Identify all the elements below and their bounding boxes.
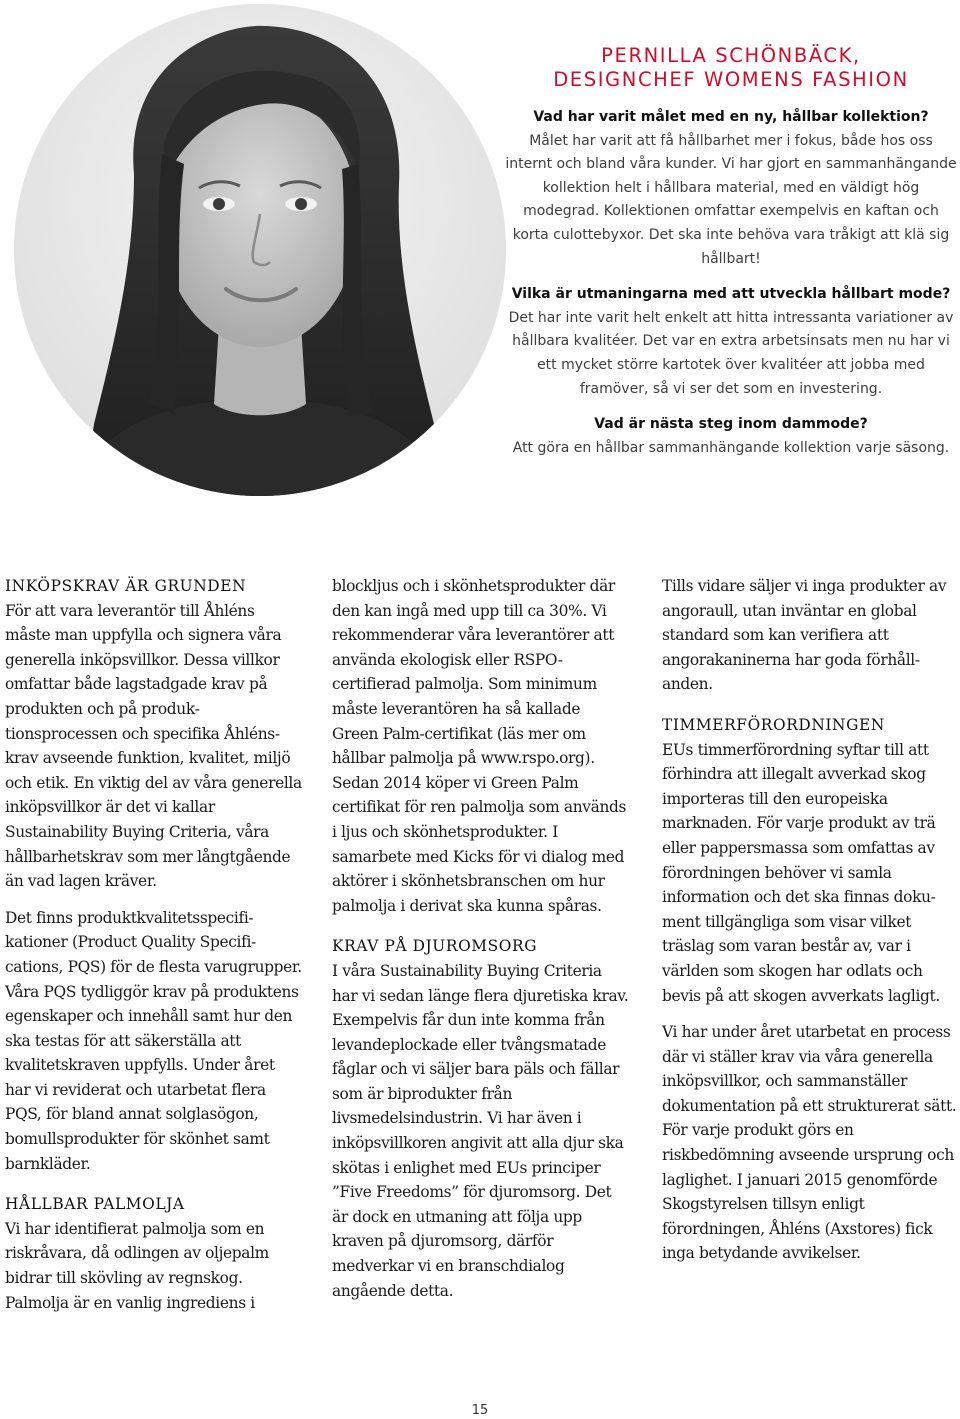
text-column-2: [332, 574, 630, 1315]
page-number: 15: [471, 1403, 489, 1418]
interview-question-2: Vilka är utmaningarna med att utveckla hållbart mode?: [511, 286, 951, 303]
interview-answer-1: Målet har varit att få hållbarhet mer i fokus, både hos oss internt och bland våra kunder. Vi har gjort en sammanhängande kollektion helt i hållbara material, med en väldigt hög modegrad. Kollektionen omfattar exempelvis en kaftan och korta culottebyxor. Det ska inte behöva vara tråkigt att klä sig hållbart!: [505, 132, 957, 267]
paragraph: blockljus och i skönhetsprodukter där den kan ingå med upp till ca 30%. Vi rekommenderar våra leverantörer att använda ekologisk eller RSPO-certifierad palmolja. Som minimum måste leverantören ha så kallade Green Palm-certifikat (läs mer om hållbar palmolja på www.rspo.org). Sedan 2014 köper vi Green Palm certifikat för ren palmolja som används i ljus och skönhetsprodukter. I samarbete med Kicks för vi dialog med aktörer i skönhetsbranschen om hur palmolja i derivat ska kunna spåras.: [332, 577, 627, 915]
interview-block: [505, 44, 957, 472]
interviewee-name-line1: PERNILLA SCHÖNBÄCK,: [601, 44, 861, 67]
interviewee-name: [505, 44, 957, 92]
section-heading-palmolja: HÅLLBAR PALMOLJA: [5, 1195, 185, 1214]
section-heading-timmerforordningen: TIMMERFÖRORDNINGEN: [662, 715, 885, 734]
paragraph: Vi har identifierat palmolja som en riskråvara, då odlingen av oljepalm bidrar till skövling av regnskog. Palmolja är en vanlig ingrediens i: [5, 1219, 269, 1312]
interviewee-name-line2: DESIGNCHEF WOMENS FASHION: [553, 68, 909, 91]
paragraph: Vi har under året utarbetat en process där vi ställer krav via våra generella inköpsvillkor, och sammanställer dokumentation på ett strukturerat sätt. För varje produkt görs en riskbedömning avseende ursprung och laglighet. I januari 2015 genomförde Skogstyrelsen tillsyn enligt förordningen, Åhléns (Axstores) fick inga betydande avvikelser.: [662, 1023, 957, 1263]
paragraph: Tills vidare säljer vi inga produkter av angoraull, utan inväntar en global standard som kan verifiera att angorakaninerna har goda förhållanden.: [662, 577, 947, 694]
interview-question-3: Vad är nästa steg inom dammode?: [594, 416, 868, 433]
text-column-1: [5, 574, 303, 1327]
portrait-illustration: [14, 4, 506, 496]
portrait-photo: [14, 4, 506, 496]
paragraph: Det finns produktkvalitetsspecifikationer (Product Quality Specifications, PQS) för de flesta varugrupper. Våra PQS tydliggör krav på produktens egenskaper och innehåll samt hur den ska testas för att säkerställa att kvalitetskraven uppfylls. Under året har vi reviderat och utarbetat flera PQS, för bland annat solglasögon, bomullsprodukter för skönhet samt barnkläder.: [5, 908, 302, 1173]
text-column-3: [662, 574, 960, 1278]
paragraph: För att vara leverantör till Åhléns måste man uppfylla och signera våra generella inköpsvillkor. Dessa villkor omfattar både lagstadgade krav på produkten och på produktionsprocessen och specifika Åhléns-krav avseende funktion, kvalitet, miljö och etik. En viktig del av våra generella inköpsvillkor är det vi kallar Sustainability Buying Criteria, våra hållbarhetskrav som mer långtgående än vad lagen kräver.: [5, 601, 302, 891]
section-heading-inkopskrav: INKÖPSKRAV ÄR GRUNDEN: [5, 577, 247, 595]
interview-answer-3: Att göra en hållbar sammanhängande kollektion varje säsong.: [512, 439, 950, 456]
interview-question-1: Vad har varit målet med en ny, hållbar kollektion?: [533, 109, 929, 125]
interview-answer-2: Det har inte varit helt enkelt att hitta intressanta variationer av hållbara kvalitéer. Det var en extra arbetsinsats men nu har vi ett mycket större kartotek över kvalitéer att jobba med framöver, så vi ser det som en investering.: [508, 309, 954, 397]
paragraph: EUs timmerförordning syftar till att förhindra att illegalt avverkad skog importeras till den europeiska marknaden. För varje produkt av trä eller pappersmassa som omfattas av förordningen behöver vi samla information och det ska finnas dokument tillgängliga som visar vilket träslag som varan består av, var i världen som skogen har odlats och bevis på att skogen avverkats lagligt.: [662, 740, 940, 1005]
paragraph: I våra Sustainability Buying Criteria har vi sedan länge flera djuretiska krav. Exempelvis får dun inte komma från levandeplockade eller tvångsmatade fåglar och vi säljer bara päls och fällar som är biprodukter från livsmedelsindustrin. Vi har även i inköpsvillkoren angivit att alla djur ska skötas i enlighet med EUs principer ”Five Freedoms” för djuromsorg. Det är dock en utmaning att följa upp kraven på djuromsorg, därför medverkar vi en branschdialog angående detta.: [332, 961, 629, 1300]
section-heading-djuromsorg: KRAV PÅ DJUROMSORG: [332, 937, 538, 956]
